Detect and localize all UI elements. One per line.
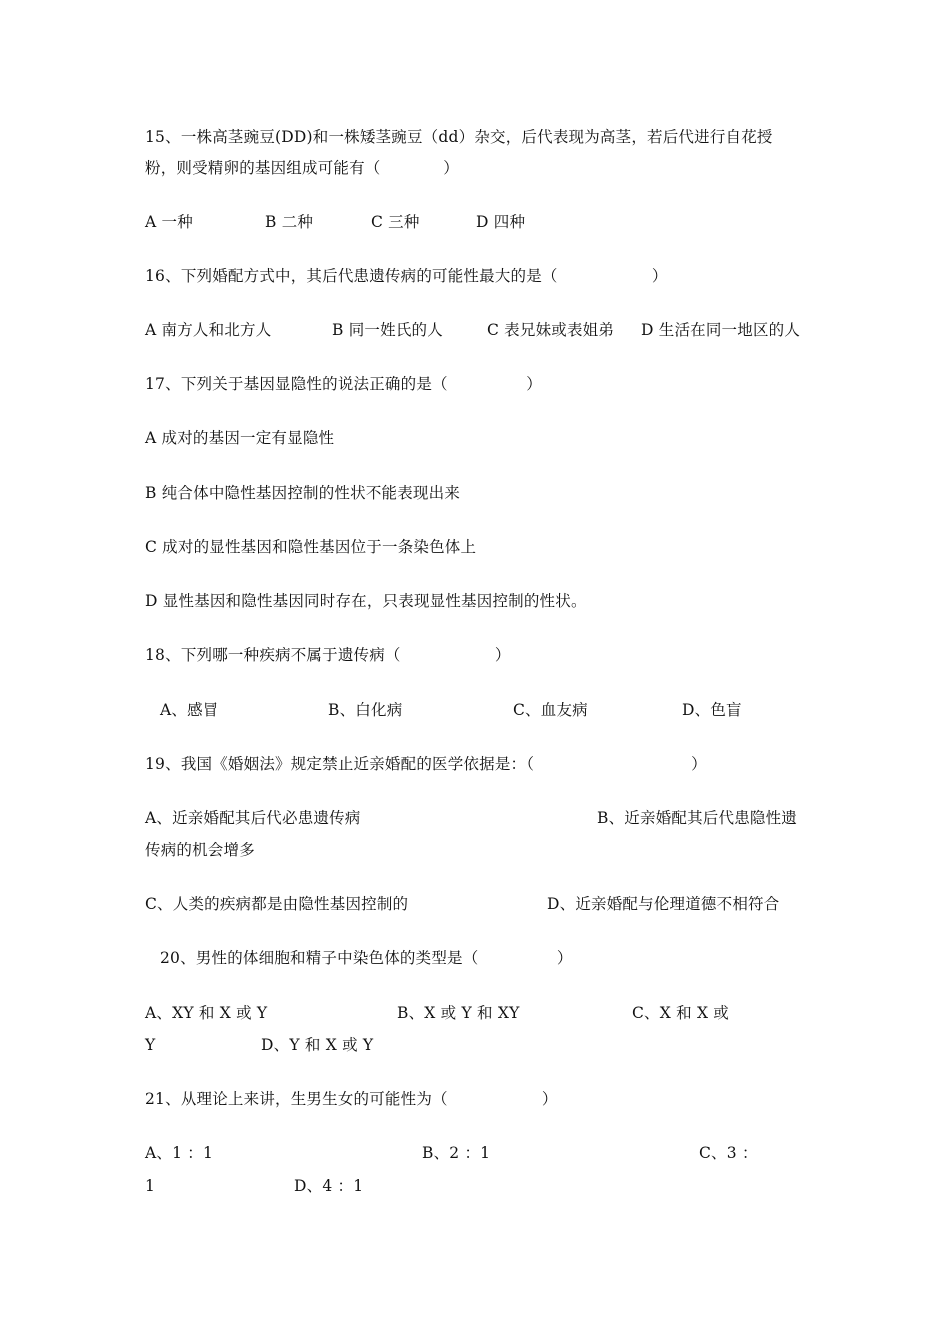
question-18-option-a: A、感冒: [160, 701, 219, 719]
question-18-option-c: C、血友病: [513, 701, 588, 719]
question-15-option-d: D 四种: [476, 213, 526, 231]
question-15-stem-line-2: 粉，则受精卵的基因组成可能有（ ）: [145, 159, 460, 177]
question-17-stem: 17、下列关于基因显隐性的说法正确的是（ ）: [145, 375, 542, 393]
question-17-option-b: B 纯合体中隐性基因控制的性状不能表现出来: [145, 484, 461, 502]
question-20-option-d: D、Y 和 X 或 Y: [261, 1036, 374, 1054]
question-16-option-b: B 同一姓氏的人: [332, 321, 443, 339]
question-15-stem-line-1: 15、一株高茎豌豆(DD)和一株矮茎豌豆（dd）杂交，后代表现为高茎，若后代进行自花授: [145, 128, 773, 146]
question-17-option-c: C 成对的显性基因和隐性基因位于一条染色体上: [145, 538, 477, 556]
question-19-stem: 19、我国《婚姻法》规定禁止近亲婚配的医学依据是：（ ）: [145, 755, 707, 773]
question-19-option-d: D、近亲婚配与伦理道德不相符合: [547, 895, 780, 913]
question-19-option-c: C、人类的疾病都是由隐性基因控制的: [145, 895, 409, 913]
question-20-option-a: A、XY 和 X 或 Y: [145, 1004, 268, 1022]
question-15-option-a: A 一种: [145, 213, 193, 231]
question-21-option-c: C、3 ：: [699, 1144, 758, 1162]
question-21-option-d: D、4 ：1: [294, 1177, 364, 1195]
question-21-stem: 21、从理论上来讲，生男生女的可能性为（ ）: [145, 1090, 558, 1108]
question-16-stem: 16、下列婚配方式中，其后代患遗传病的可能性最大的是（ ）: [145, 267, 668, 285]
question-19-option-b-continued: 传病的机会增多: [145, 841, 255, 859]
question-20-stem: 20、男性的体细胞和精子中染色体的类型是（ ）: [160, 949, 573, 967]
question-17-option-a: A 成对的基因一定有显隐性: [145, 429, 335, 447]
question-20-option-c: C、X 和 X 或: [632, 1004, 730, 1022]
question-17-option-d: D 显性基因和隐性基因同时存在，只表现显性基因控制的性状。: [145, 592, 587, 610]
question-19-option-b: B、近亲婚配其后代患隐性遗: [597, 809, 797, 827]
question-21-option-a: A、1 ：1: [145, 1144, 214, 1162]
question-18-option-d: D、色盲: [682, 701, 742, 719]
question-16-option-a: A 南方人和北方人: [145, 321, 272, 339]
question-16-option-d: D 生活在同一地区的人: [641, 321, 801, 339]
question-16-option-c: C 表兄妹或表姐弟: [487, 321, 615, 339]
question-19-option-a: A、近亲婚配其后代必患遗传病: [145, 809, 361, 827]
question-15-option-c: C 三种: [371, 213, 420, 231]
question-21-option-c-continued: 1: [145, 1177, 156, 1195]
question-20-option-b: B、X 或 Y 和 XY: [397, 1004, 520, 1022]
question-20-option-c-continued: Y: [145, 1036, 156, 1054]
question-15-option-b: B 二种: [265, 213, 314, 231]
question-18-stem: 18、下列哪一种疾病不属于遗传病（ ）: [145, 646, 511, 664]
question-21-option-b: B、2 ：1: [422, 1144, 491, 1162]
question-18-option-b: B、白化病: [328, 701, 403, 719]
